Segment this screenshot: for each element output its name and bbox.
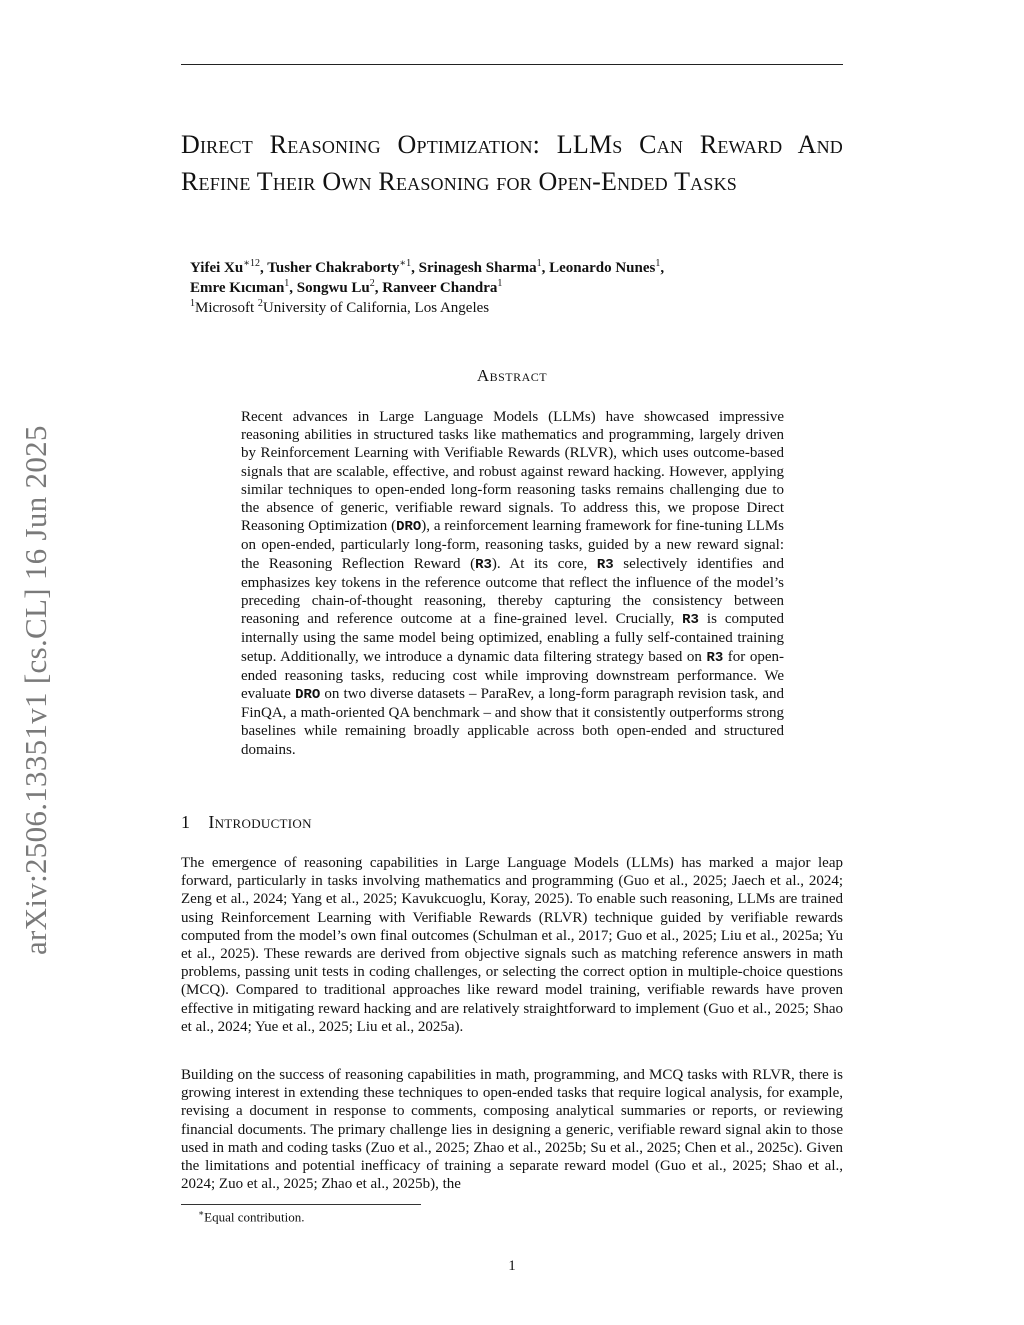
intro-paragraph: Building on the success of reasoning capabilities in math, programming, and MCQ tasks with RLVR, there is growing interest in extending these techniques to open-ended tasks that require logical analysis, for example, revising a document in response to comments, composing analytical summaries or reports, or reviewing financial documents. The primary challenge lies in designing a generic, verifiable reward signal akin to those used in math and coding tasks (Zuo et al., 2025; Zhao et al., 2025b; Su et al., 2025; Chen et al., 2025c). Given the limitations and potential inefficacy of training a separate reward model (Guo et al., 2025; Shao et al., 2024; Zuo et al., 2025; Zhao et al., 2025b), the	[181, 1067, 843, 1193]
method-name-dro: DRO	[295, 687, 321, 704]
footnote-text: Equal contribution.	[204, 1209, 305, 1225]
reward-name-r3: R3	[596, 556, 614, 573]
author-affiliation-mark: 1	[536, 258, 542, 269]
section-title: Introduction	[208, 812, 312, 832]
footnote-mark: ∗	[198, 1208, 205, 1218]
footnote	[198, 1208, 305, 1225]
arxiv-identifier[interactable]: arXiv:2506.13351v1 [cs.CL] 16 Jun 2025	[18, 425, 53, 955]
author-name: Yifei Xu	[190, 260, 244, 276]
author-name: Srinagesh Sharma	[418, 260, 537, 276]
method-name-dro: DRO	[396, 519, 422, 536]
intro-paragraph: The emergence of reasoning capabilities in Large Language Models (LLMs) has marked a major leap forward, particularly in tasks involving mathematics and programming (Guo et al., 2025; Jaech et al., 2024; Zeng et al., 2024; Yang et al., 2025; Kavukcuoglu, Koray, 2025). To enable such reasoning, LLMs are trained using Reinforcement Learning with Verifiable Rewards (RLVR) technique guided by verifiable rewards computed from the model’s own final outcomes (Schulman et al., 2017; Guo et al., 2025; Liu et al., 2025a; Yu et al., 2025). These rewards are derived from objective signals such as matching reference answers in math problems, passing unit tests in coding challenges, or selecting the correct option in multiple-choice questions (MCQ). Compared to traditional approaches like reward model training, verifiable rewards have proven effective in mitigating reward hacking and are relatively straightforward to implement (Guo et al., 2025; Shao et al., 2024; Yue et al., 2025; Liu et al., 2025a).	[181, 855, 843, 1035]
author-name: Leonardo Nunes	[549, 260, 656, 276]
author-name: Songwu Lu	[296, 280, 370, 296]
footnote-rule	[181, 1204, 421, 1205]
paper-title: Direct Reasoning Optimization: LLMs Can Reward And Refine Their Own Reasoning for Open-Ended Tasks	[181, 130, 843, 196]
author-affiliation-mark: 1	[497, 278, 503, 289]
affiliation-mark: 2	[257, 298, 263, 309]
author-name: Ranveer Chandra	[382, 280, 498, 296]
affiliations	[190, 298, 830, 318]
author-affiliation-mark: 1	[655, 258, 661, 269]
author-affiliation-mark: ∗1	[399, 258, 412, 269]
section-number: 1	[181, 812, 191, 832]
author-affiliation-mark: ∗12	[243, 258, 260, 269]
author-affiliation-mark: 1	[284, 278, 290, 289]
affiliation-ucla: University of California, Los Angeles	[262, 300, 490, 316]
author-block	[190, 258, 830, 318]
author-affiliation-mark: 2	[369, 278, 375, 289]
author-name: Emre Kıcıman	[190, 280, 285, 296]
abstract-heading: Abstract	[476, 366, 548, 385]
author-names: Yifei $Xu^{∗12}$, Tusher Chakraborty$^{∗1}$, Srinagesh Sharma$^1$, Leonardo Nunes$^1$, Emre Kıcıman$^1$, Songwu Lu$^2$, Ranveer Chandra$^1$	[190, 258, 665, 296]
affiliation-mark: 1	[190, 298, 195, 309]
section-heading-introduction	[181, 812, 581, 833]
page-number: 1	[508, 1258, 516, 1274]
header-rule	[181, 64, 843, 65]
reward-name-r3: R3	[475, 556, 492, 573]
reward-name-r3: R3	[706, 649, 724, 666]
abstract-text: Recent advances in Large Language Models (LLMs) have showcased impressive reasoning abilities in structured tasks like mathematics and programming, largely driven by Reinforcement Learning with Verifiable Rewards (RLVR), which uses outcome-based signals that are scalable, effective, and robust against reward hacking. However, applying similar techniques to open-ended long-form reasoning tasks remains challenging due to the absence of generic, verifiable reward signals. To address this, we propose Direct Reasoning Optimization (DRO), a reinforcement learning framework for fine-tuning LLMs on open-ended, particularly long-form, reasoning tasks, guided by a new reward signal: the Reasoning Reflection Reward (R3). At its core, R3 selectively identifies and emphasizes key tokens in the reference outcome that reflect the influence of the model’s preceding chain-of-thought reasoning, thereby capturing the consistency between reasoning and reference outcome at a fine-grained level. Crucially, R3 is computed internally using the same model being optimized, enabling a fully self-contained training setup. Additionally, we introduce a dynamic data filtering strategy based on R3 for open-ended reasoning tasks, reducing cost while improving downstream performance. We evaluate DRO on two diverse datasets – ParaRev, a long-form paragraph revision task, and FinQA, a math-oriented QA benchmark – and show that it consistently outperforms strong baselines while remaining broadly applicable across both open-ended and structured domains.	[241, 409, 785, 758]
author-name: Tusher Chakraborty	[267, 260, 400, 276]
affiliation-microsoft: Microsoft	[195, 300, 258, 316]
reward-name-r3: R3	[682, 612, 699, 629]
